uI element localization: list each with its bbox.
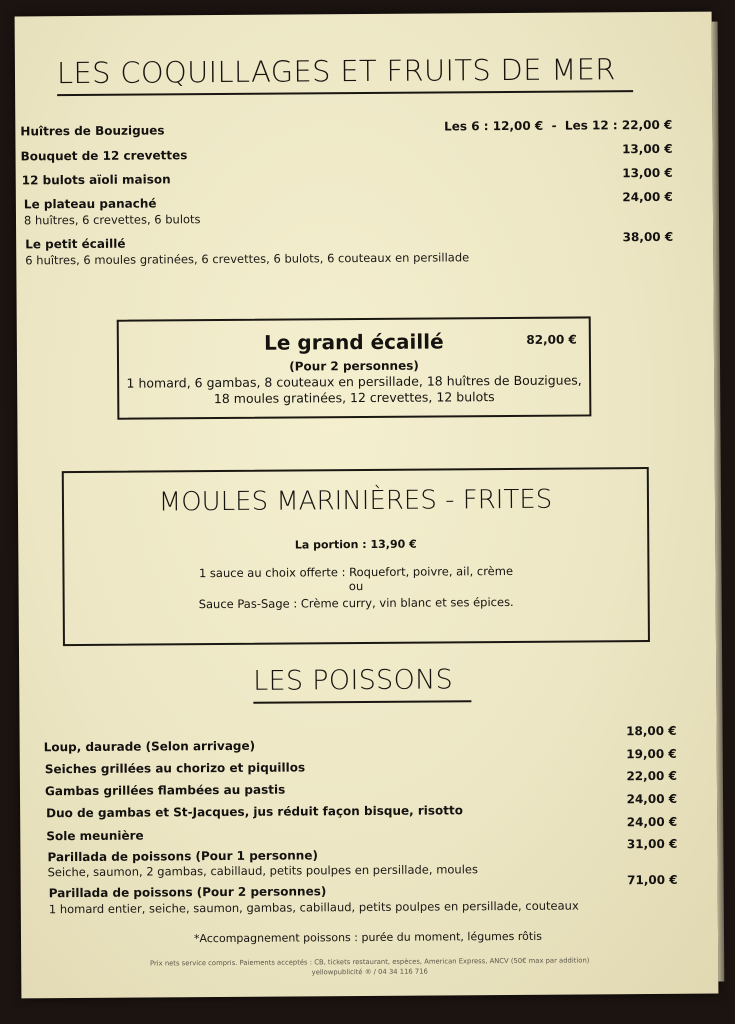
moules-sauce-passage: Sauce Pas-Sage : Crème curry, vin blanc et ses épices. xyxy=(198,594,514,612)
footer-publisher: yellowpublicité ® / 04 34 116 716 xyxy=(311,967,428,977)
section-title-poissons: LES POISSONS xyxy=(253,664,454,697)
menu-item-price: 24,00 € xyxy=(626,814,678,830)
menu-item-price: Les 6 : 12,00 € - Les 12 : 22,00 € xyxy=(444,117,673,134)
grand-ecaille-line2: 18 moules gratinées, 12 crevettes, 12 bulots xyxy=(213,389,495,407)
menu-item-name: Sole meunière xyxy=(46,828,144,844)
moules-sauce-offer: 1 sauce au choix offerte : Roquefort, poivre, ail, crème xyxy=(198,563,514,581)
menu-item-name: Duo de gambas et St-Jacques, jus réduit façon bisque, risotto xyxy=(46,803,464,821)
section-title-underline xyxy=(253,700,471,704)
moules-box xyxy=(62,467,650,646)
menu-item-price: 24,00 € xyxy=(626,791,678,807)
menu-item-detail: 1 homard entier, seiche, saumon, gambas, cabillaud, petits poulpes en persillade, couteaux xyxy=(48,898,579,917)
menu-item-name: Parillada de poissons (Pour 2 personnes) xyxy=(48,884,327,901)
grand-ecaille-price: 82,00 € xyxy=(526,332,577,347)
menu-item-name: Parillada de poissons (Pour 1 personne) xyxy=(47,848,318,865)
menu-item-price: 24,00 € xyxy=(622,189,673,205)
menu-item-name: Le petit écaillé xyxy=(25,236,126,252)
section-title-coquillages: LES COQUILLAGES ET FRUITS DE MER xyxy=(56,52,616,91)
menu-item-name: Seiches grillées au chorizo et piquillos xyxy=(44,760,306,777)
menu-item-price: 71,00 € xyxy=(627,872,678,888)
menu-item-name: Gambas grillées flambées au pastis xyxy=(44,782,286,799)
menu-item-name: Huîtres de Bouzigues xyxy=(20,123,165,139)
footer-payment-info: Prix nets service compris. Paiements acceptés : CB, tickets restaurant, espèces, American Express, ANCV (50€ max par addition) xyxy=(149,956,590,968)
menu-item-price: 22,00 € xyxy=(626,768,677,784)
menu-item-detail: Seiche, saumon, 2 gambas, cabillaud, petits poulpes en persillade, moules xyxy=(47,862,479,880)
grand-ecaille-title: Le grand écaillé xyxy=(264,329,444,355)
grand-ecaille-box xyxy=(117,316,592,419)
menu-item-price: 19,00 € xyxy=(626,746,677,762)
menu-item-name: 12 bulots aïoli maison xyxy=(21,172,171,188)
section-title-underline xyxy=(57,90,633,96)
menu-item-price: 13,00 € xyxy=(622,165,673,181)
menu-item-name: Le plateau panaché xyxy=(23,196,157,212)
menu-page xyxy=(15,12,719,999)
menu-item-detail: 6 huîtres, 6 moules gratinées, 6 crevettes, 6 bulots, 6 couteaux en persillade xyxy=(25,250,470,268)
menu-item-price: 31,00 € xyxy=(626,836,678,852)
grand-ecaille-line1: 1 homard, 6 gambas, 8 couteaux en persillade, 18 huîtres de Bouzigues, xyxy=(126,372,582,391)
moules-or: ou xyxy=(348,579,364,594)
menu-item-price: 38,00 € xyxy=(622,229,674,245)
menu-item-detail: 8 huîtres, 6 crevettes, 6 bulots xyxy=(23,212,201,228)
menu-item-name: Bouquet de 12 crevettes xyxy=(20,148,188,164)
menu-item-price: 18,00 € xyxy=(626,723,677,739)
accompaniment-note: *Accompagnement poissons : purée du moment, légumes rôtis xyxy=(193,929,543,946)
menu-item-name: Loup, daurade (Selon arrivage) xyxy=(43,738,256,755)
grand-ecaille-persons: (Pour 2 personnes) xyxy=(289,358,419,374)
page-edge xyxy=(712,22,725,982)
menu-item-price: 13,00 € xyxy=(621,141,673,157)
moules-title: MOULES MARINIÈRES - FRITES xyxy=(158,484,553,518)
moules-portion: La portion : 13,90 € xyxy=(294,537,417,552)
